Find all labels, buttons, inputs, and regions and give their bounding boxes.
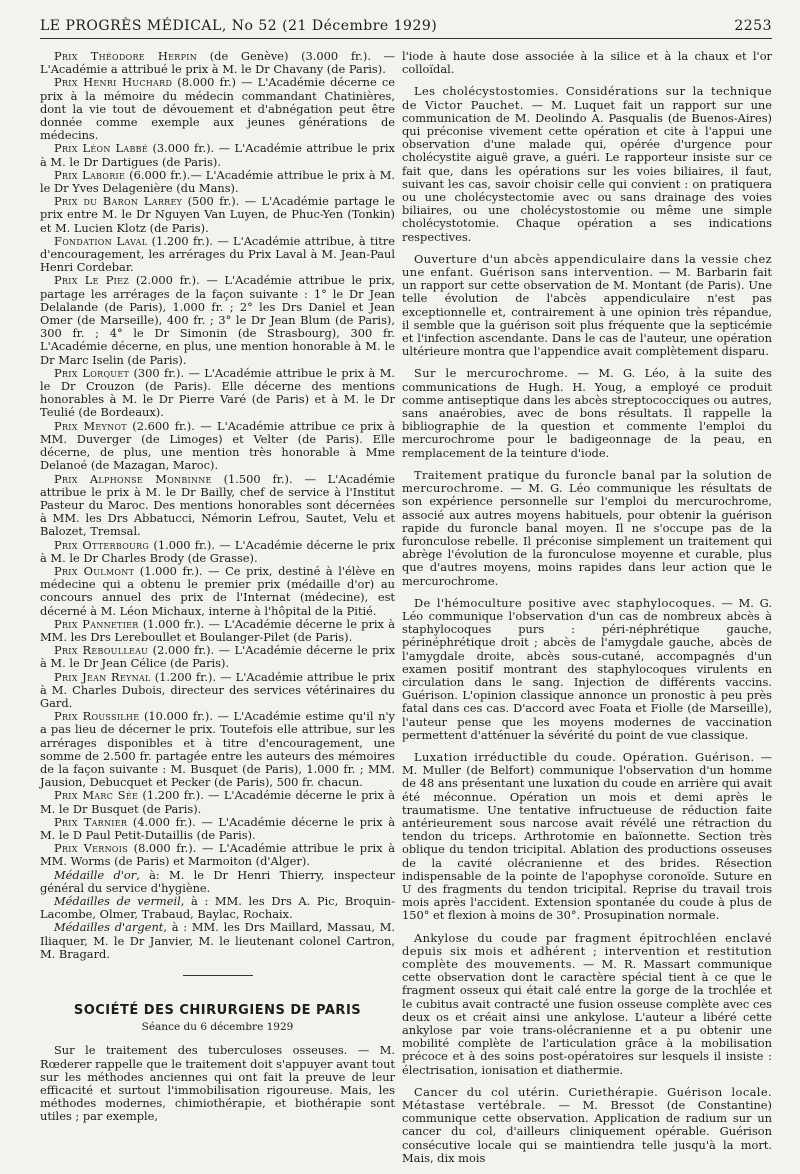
report-text: — M. Rœderer rappelle que le traitement doit s'appuyer avant tout sur les méthodes anciennes qui ont fait la preuve de leur efficacité et surtout l'immobilisation rigoureuse. Mais, les méthodes modernes, chimiothérapie, et biothérapie sont utiles ; par exemple, (40, 1043, 395, 1124)
report-text: — M. G. Léo communique les résultats de son expérience personnelle sur l'emploi du mercurochrome, associé aux autres moyens habituels, pour obtenir la guérison rapide du furoncle banal moyen. Il ne s'occupe pas de la furonculose rebelle. Il préconise simplement un traitement qui abrège l'évolution de la furonculose moyenne et curable, plus que d'autres moyens, moins rapides dans leur action que le mercurochrome. (402, 481, 772, 588)
prize-text: (1.200 fr.). — L'Académie décerne le prix à M. le Dr Busquet (de Paris). (40, 788, 395, 816)
prize-text: (6.000 fr.).— L'Académie attribue le prix à M. le Dr Yves Delagenière (du Mans). (40, 167, 395, 196)
report-paragraph (402, 597, 772, 742)
prize-paragraph (40, 710, 395, 789)
report-paragraph (402, 751, 772, 923)
prize-text: (de Genève) (3.000 fr.). — L'Académie a attribué le prix à M. le Dr Chavany (de Paris). (40, 49, 396, 77)
prize-name: Prix Reboulleau (54, 643, 149, 658)
prize-name: Prix Laborie (54, 167, 126, 182)
section-title: SOCIÉTÉ DES CHIRURGIENS DE PARIS (73, 1003, 362, 1019)
report-paragraph (402, 253, 772, 359)
section-date: Séance du 6 décembre 1929 (141, 1021, 294, 1034)
prize-text: , à: M. le Dr Henri Thierry, inspecteur général du service d'hygiène. (40, 867, 395, 895)
report-text: l'iode à haute dose associée à la silice et à la chaux et l'or colloïdal. (402, 49, 772, 77)
prize-name: Prix Alphonse Monbinne (54, 471, 212, 486)
medal-type: Médailles de vermeil (54, 894, 181, 908)
prize-text: (10.000 fr.). — L'Académie estime qu'il n'y a pas lieu de décerner le prix. Toutefois elle attribue, sur les arrérages disponibles et à titre d'encouragement, une somme de 2.500 fr. partagée entre les auteurs des mémoires de la façon suivante : M. Busquet (de Paris), 1.000 fr. ; MM. Jausion, Debucquet et Pecker (de Paris), 500 fr. chacun. (40, 709, 395, 790)
journal-title: LE PROGRÈS MÉDICAL, No 52 (21 Décembre 1929) (40, 18, 438, 34)
right-column (402, 50, 772, 1174)
prize-text: (8.000 fr.). — L'Académie attribue le prix à MM. Worms (de Paris) et Marmoiton (d'Alger). (40, 841, 395, 869)
medal-type: Médailles d'argent (54, 920, 164, 935)
report-text: — M. Muller (de Belfort) communique l'observation d'un homme de 48 ans présentant une luxation du coude en arrière qui avait été méconnue. Opération un mois et demi après le traumatisme. Une tentative infructueuse de réduction faite antérieurement sous narcose avait révélé une rétraction du tendon du triceps. Arthrotomie en baïonnette. Section très oblique du tendon tricipital. Ablation des productions osseuses de la cavité olécranienne et des brides. Résection indispensable de la pointe de l'apophyse coronoïde. Suture en U des fragments du tendon tricipital. Reprise du travail trois mois après l'accident. Extension spontanée du coude à plus de 150° et flexion à moins de 30°. Prosupination normale. (402, 749, 773, 923)
prize-text: (3.000 fr.). — L'Académie attribue le prix à M. le Dr Dartigues (de Paris). (40, 141, 395, 169)
report-title: De l'hémoculture positive avec staphylocoques. (414, 595, 716, 610)
prize-paragraph (40, 921, 395, 961)
medal-type: Médaille d'or (54, 867, 137, 882)
report-title: Ankylose du coude par fragment épitrochléen enclavé depuis six mois et adhérent ; intervention et restitution complète des mouvements. (402, 930, 772, 971)
prize-paragraph (40, 644, 395, 670)
prize-name: Prix Roussilhe (54, 709, 140, 724)
report-text: — M. Bressot (de Constantine) communique cette observation. Application de radium sur un cancer du col, d'ailleurs cliniquement opérable. Guérison consécutive locale qui se maintiendra telle jusqu'à la mort. Mais, dix mois (402, 1098, 772, 1165)
prize-paragraph (40, 816, 395, 842)
prize-text: (1.200 fr.). — L'Académie attribue, à titre d'encouragement, les arrérages du Prix Laval à M. Jean-Paul Henri Cordebar. (40, 233, 395, 275)
prize-paragraph (40, 367, 395, 420)
report-paragraph (402, 85, 772, 243)
report-title: Sur le mercurochrome. (414, 366, 569, 381)
prize-name: Prix Marc Sée (54, 788, 139, 803)
prize-name: Prix Théodore Herpin (54, 49, 198, 63)
report-paragraph (402, 932, 772, 1077)
prize-text: (300 fr.). — L'Académie attribue le prix à M. le Dr Crouzon (de Paris). Elle décerne des mentions honorables à M. le Dr Pierre Varé (de Paris) et à M. le Dr Teulié (de Bordeaux). (40, 365, 395, 420)
section-divider (183, 975, 253, 976)
prize-name: Prix du Baron Larrey (54, 194, 183, 209)
prize-text: (1.200 fr.). — L'Académie attribue le prix à M. Charles Dubois, directeur des services vétérinaires du Gard. (40, 669, 395, 710)
prize-name: Prix Otterbourg (54, 537, 150, 552)
prize-paragraph (40, 671, 395, 711)
prize-text: , à : MM. les Drs Maillard, Massau, M. Iliaquer, M. le Dr Janvier, M. le lieutenant colonel Cartron, M. Bragard. (40, 920, 395, 961)
prize-name: Prix Pannetier (54, 616, 139, 631)
report-title: Traitement pratique du furoncle banal par la solution de mercurochrome. (402, 467, 772, 496)
prize-name: Prix Léon Labbé (54, 141, 148, 156)
prize-paragraph (40, 565, 395, 618)
prize-paragraph (40, 169, 395, 195)
prize-paragraph (40, 195, 395, 235)
prize-paragraph (40, 869, 395, 895)
prize-name: Prix Vernois (54, 841, 129, 856)
prize-text: (2.000 fr.). — L'Académie décerne le prix à M. le Dr Jean Célice (de Paris). (40, 643, 395, 671)
report-paragraph (402, 469, 772, 588)
prize-text: (4.000 fr.). — L'Académie décerne le prix à M. le D Paul Petit-Dutaillis (de Paris). (40, 814, 396, 842)
report-paragraph (402, 50, 772, 76)
prize-name: Prix Oulmont (54, 563, 135, 578)
report-text: — M. R. Massart communique cette observation dont le caractère spécial tient à ce que le fragment osseux qui était calé entre la gorge de la trochlée et le cubitus avait contracté une fusion osseuse complète avec ces deux os et créait ainsi une ankylose. L'auteur a libéré cette ankylose par voie trans-olécranienne et a pu obtenir une mobilité complète de l'articulation grâce à la mobilisation précoce et à des soins post-opératoires sur lesquels il insiste : électrisation, ionisation et diathermie. (402, 957, 772, 1077)
prize-paragraph (40, 842, 395, 868)
prize-name: Prix Tarnier (54, 814, 128, 829)
prize-text: (2.600 fr.). — L'Académie attribue ce prix à MM. Duverger (de Limoges) et Velter (de Paris). Elle décerne, de plus, une mention très honorable à Mme Delanoé (de Mazagan, Maroc). (40, 418, 395, 473)
prize-text: (1.500 fr.). — L'Académie attribue le prix à M. le Dr Bailly, chef de service à l'Institut Pasteur du Maroc. Des mentions honorables sont décernées à MM. les Drs Abbatucci, Némorin Lefrou, Sautet, Velu et Balozet, Tremsal. (40, 471, 395, 539)
prize-text: (500 fr.). — L'Académie partage le prix entre M. le Dr Nguyen Van Luyen, de Phuc-Yen (Tonkin) et M. Lucien Klotz (de Paris). (40, 194, 395, 235)
report-paragraph (40, 1044, 395, 1123)
report-paragraph (402, 367, 772, 459)
prize-text: (2.000 fr.). — L'Académie attribue le prix, partage les arrérages de la façon suivante : 1° le Dr Jean Delalande (de Paris), 1.000 fr. ; 2° les Drs Daniel et Jean Omer (de Marseille), 400 fr. ; 3° le Dr Jean Blum (de Paris), 300 fr. ; 4° le Dr Simonin (de Strasbourg), 300 fr. L'Académie décerne, en plus, une mention honorable à M. le Dr Marc Iselin (de Paris). (40, 273, 395, 367)
prize-paragraph (40, 420, 395, 473)
prize-text: (1.000 fr.). — L'Académie décerne le prix à MM. les Drs Lereboullet et Boulanger-Pilet (de Paris). (40, 616, 395, 644)
prize-text: (1.000 fr.). — Ce prix, destiné à l'élève en médecine qui a obtenu le premier prix (médaille d'or) au concours annuel des prix de l'Internat (médecine), est décerné à M. Léon Michaux, interne à l'hôpital de la Pitié. (40, 563, 396, 618)
prize-text: (1.000 fr.). — L'Académie décerne le prix à M. le Dr Charles Brody (de Grasse). (40, 537, 395, 565)
prize-paragraph (40, 618, 395, 644)
prize-paragraph (40, 473, 395, 539)
report-text: — M. G. Léo communique l'observation d'un cas de nombreux abcès à staphylocoques purs : péri-néphrétique gauche, périnéphrétique droit ; abcès de l'amygdale gauche, abcès de l'amygdale droite, abcès sous-cutané, accompagnés d'un examen positif montrant des staphylocoques virulents en circulation dans le sang. Injection de différents vaccins. Guérison. L'opinion classique annonce un pronostic à peu près fatal dans ces cas. D'accord avec Foata et Fiolle (de Marseille), l'auteur pense que les moyens modernes de vaccination permettent d'atténuer la sévérité du point de vue classique. (402, 595, 772, 742)
report-title: Sur le traitement des tuberculoses osseuses. (54, 1043, 348, 1058)
prize-paragraph (40, 539, 395, 565)
report-title: Cancer du col utérin. Curiethérapie. Guérison locale. Métastase vertébrale. (402, 1084, 772, 1113)
report-title: Luxation irréductible du coude. Opération. Guérison. (414, 749, 755, 764)
report-text: — M. Luquet fait un rapport sur une communication de M. Deolindo A. Pasqualis (de Buenos-Aires) qui préconise vivement cette opération et cite à l'appui une observation d'une malade qui, opérée d'urgence pour cholécystite aiguë grave, a guéri. Le rapporteur insiste sur ce fait que, dans les opérations sur les voies biliaires, il faut, suivant les cas, savoir choisir celle qui convient : on pratiquera ou une cholécystectomie avec ou sans drainage des voies biliaires, ou une cholécystostomie ou même une simple cholécystotomie. Chaque opération a ses indications respectives. (402, 97, 772, 244)
report-text: — M. Barbarin fait un rapport sur cette observation de M. Montant (de Paris). Une telle évolution de l'abcès appendiculaire n'est pas exceptionnelle et, contrairement à une opinion très répandue, il semble que la guérison soit plus fréquente que la septicémie et l'infection ascendante. Dans le cas de l'auteur, une opération ultérieure montra que l'appendice avait complètement disparu. (402, 265, 772, 359)
prize-name: Prix Meynot (54, 418, 127, 433)
prize-text: , à : MM. les Drs A. Pic, Broquin-Lacombe, Olmer, Trabaud, Baylac, Rochaix. (40, 894, 395, 922)
left-column (40, 50, 395, 1124)
prize-name: Prix Jean Reynal (54, 669, 151, 684)
prize-name: Prix Le Piez (54, 273, 130, 288)
prize-text: (8.000 fr.) — L'Académie décerne ce prix à la mémoire du médecin commandant Chatinières, dont la vie tout de dévouement et d'abnégation peut être donnée comme exemple aux jeunes générations de médecins. (40, 75, 395, 143)
report-paragraph (402, 1086, 772, 1165)
running-header (40, 16, 772, 39)
prize-name: Prix Lorquet (54, 365, 130, 380)
report-title: Ouverture d'un abcès appendiculaire dans la vessie chez une enfant. Guérison sans intervention. (402, 251, 772, 280)
prize-name: Fondation Laval (54, 233, 148, 248)
prize-paragraph (40, 274, 395, 366)
prize-paragraph (40, 142, 395, 168)
report-title: Les cholécystostomies. Considérations sur la technique de Victor Pauchet. (402, 84, 772, 112)
prize-paragraph (40, 76, 395, 142)
prize-paragraph (40, 235, 395, 275)
prize-paragraph (40, 50, 395, 76)
prize-paragraph (40, 895, 395, 921)
report-text: — M. G. Léo, à la suite des communications de Hugh. H. Youg, a employé ce produit comme antiseptique dans les abcès streptococciques ou autres, sans anaérobies, avec de bons résultats. Il rappelle la bibliographie de la question et commente l'emploi du mercurochrome pour le badigeonnage de la peau, en remplacement de la teinture d'iode. (402, 366, 773, 460)
page-number: 2253 (734, 18, 772, 34)
prize-paragraph (40, 789, 395, 815)
prize-name: Prix Henri Huchard (54, 75, 173, 90)
